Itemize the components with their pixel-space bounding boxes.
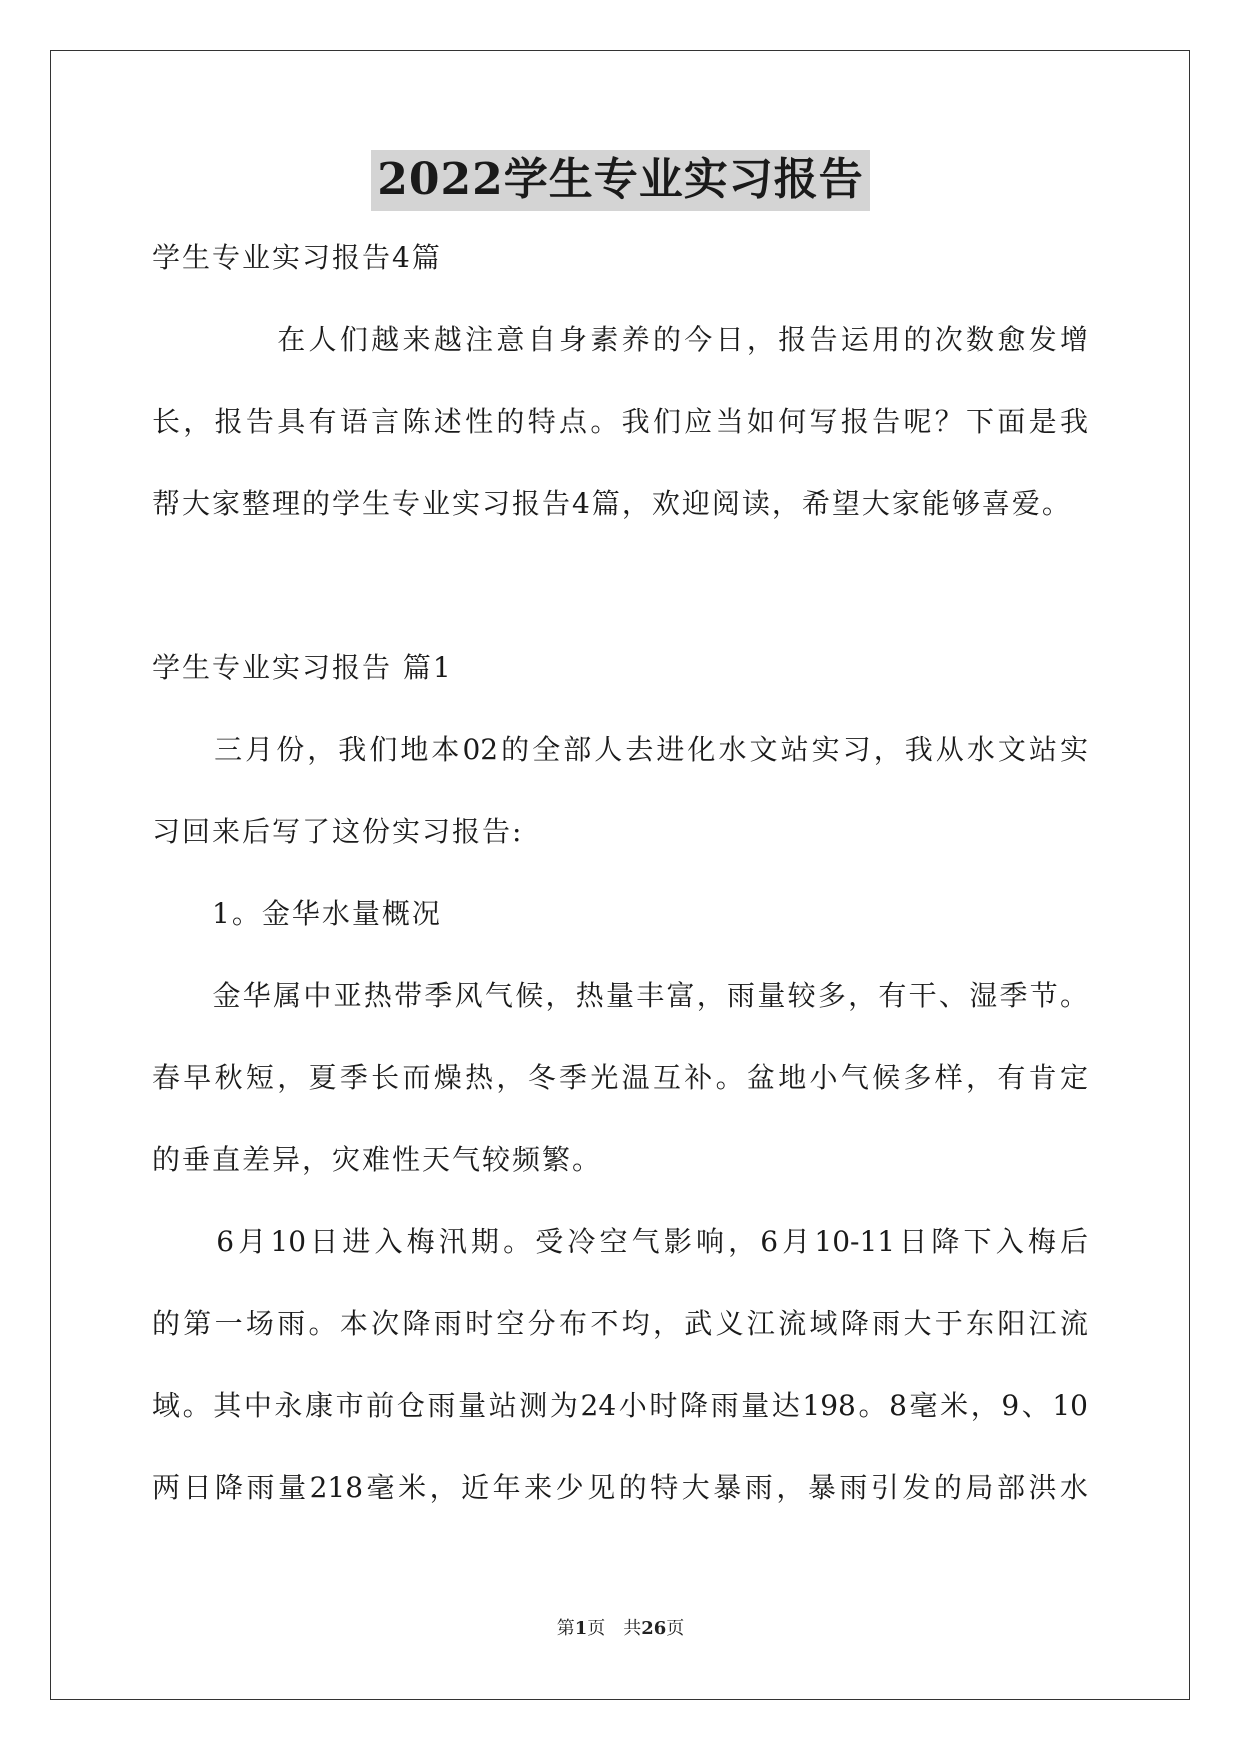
document-body — [152, 237, 1088, 1549]
document-title: 2022学生专业实习报告 — [371, 150, 869, 211]
paragraph-line: 6月10日进入梅汛期。受冷空气影响，6月10-11日降下入梅后 — [152, 1225, 1088, 1258]
paragraph-line: 两日降雨量218毫米，近年来少见的特大暴雨，暴雨引发的局部洪水 — [152, 1471, 1088, 1504]
page-footer — [0, 1614, 1241, 1640]
paragraph-line: 长，报告具有语言陈述性的特点。我们应当如何写报告呢？下面是我 — [152, 405, 1088, 438]
paragraph-line: 域。其中永康市前仓雨量站测为24小时降雨量达198。8毫米，9、10 — [152, 1389, 1088, 1422]
paragraph-line: 习回来后写了这份实习报告: — [152, 815, 524, 848]
paragraph-line: 三月份，我们地本02的全部人去进化水文站实习，我从水文站实 — [152, 733, 1088, 766]
paragraph-line: 帮大家整理的学生专业实习报告4篇，欢迎阅读，希望大家能够喜爱。 — [152, 487, 1072, 520]
blank-line — [152, 565, 1088, 647]
footer-prefix: 第 — [556, 1618, 575, 1639]
page-number: 1 — [574, 1618, 588, 1639]
paragraph-line: 的垂直差异，灾难性天气较频繁。 — [152, 1143, 603, 1176]
paragraph-line: 的第一场雨。本次降雨时空分布不均，武义江流域降雨大于东阳江流 — [152, 1307, 1088, 1340]
footer-suffix: 页 — [666, 1618, 685, 1639]
subsection-heading: 1。金华水量概况 — [152, 897, 442, 930]
paragraph-line: 在人们越来越注意自身素养的今日，报告运用的次数愈发增 — [152, 323, 1088, 356]
paragraph-line: 春早秋短，夏季长而燥热，冬季光温互补。盆地小气候多样，有肯定 — [152, 1061, 1088, 1094]
section-heading: 学生专业实习报告 篇1 — [152, 651, 453, 684]
title-container — [0, 150, 1241, 211]
subtitle: 学生专业实习报告4篇 — [152, 241, 442, 274]
paragraph-line: 金华属中亚热带季风气候，热量丰富，雨量较多，有干、湿季节。 — [152, 979, 1088, 1012]
total-pages: 26 — [641, 1618, 667, 1639]
footer-middle: 页 共 — [587, 1618, 642, 1639]
